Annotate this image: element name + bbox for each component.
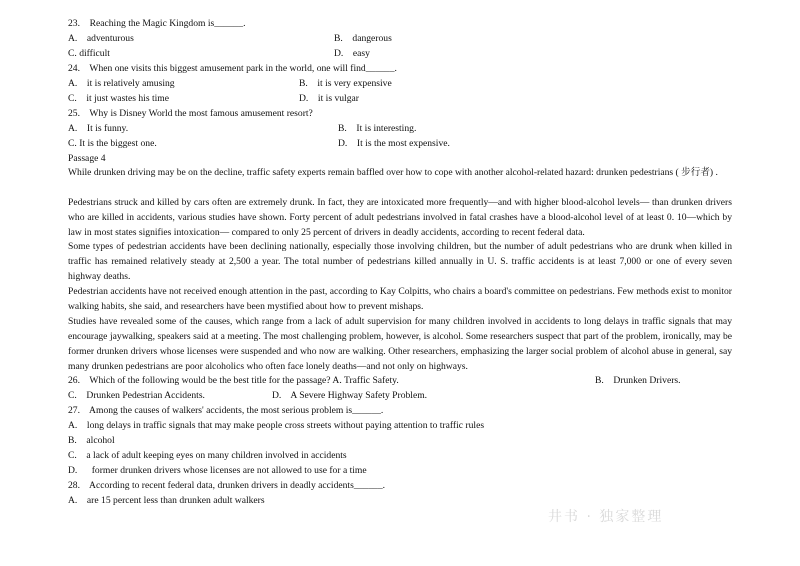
q26-stem: 26. Which of the following would be the best title for the passage? A. Traffic Safety. <box>68 375 399 386</box>
watermark-text: 井书 · 独家整理 <box>548 509 664 525</box>
q25-option-d: D. It is the most expensive. <box>338 138 450 149</box>
q24-option-c: C. it just wastes his time <box>68 93 170 104</box>
q27-option-d: D. former drunken drivers whose licenses are not allowed to use for a time <box>68 465 367 476</box>
q23-option-a: A. adventurous <box>68 33 134 44</box>
q26-option-c: C. Drunken Pedestrian Accidents. <box>68 390 205 401</box>
q24-option-b: B. it is very expensive <box>299 78 392 89</box>
passage-paragraph-2: Pedestrians struck and killed by cars often are extremely drunk. In fact, they are intoxicated more frequently—and with higher blood-alcohol levels— than drunken drivers who are killed in accidents, various studies have shown. Forty percent of adult pedestrians involved in fatal crashes have a blood-alcohol level of at least 0. 10—which by law in most states signifies intoxication— compared to only 25 percent of drivers in deadly accidents, according to recent federal data. <box>68 197 732 238</box>
q26-option-b: B. Drunken Drivers. <box>595 375 681 386</box>
passage-title: Passage 4 <box>68 153 106 164</box>
q27-option-b: B. alcohol <box>68 435 115 446</box>
q28-option-a: A. are 15 percent less than drunken adult walkers <box>68 495 265 506</box>
q26-option-d: D. A Severe Highway Safety Problem. <box>272 390 428 401</box>
q23-stem: 23. Reaching the Magic Kingdom is______. <box>68 18 246 29</box>
q23-option-b: B. dangerous <box>334 33 392 44</box>
q23-option-d: D. easy <box>334 48 370 59</box>
q23-option-c: C. difficult <box>68 48 110 59</box>
q27-option-a: A. long delays in traffic signals that may make people cross streets without paying attention to traffic rules <box>68 420 485 431</box>
q28-stem: 28. According to recent federal data, drunken drivers in deadly accidents______. <box>68 480 386 491</box>
passage-paragraph-3: Some types of pedestrian accidents have been declining nationally, especially those involving children, but the number of adult pedestrians who are drunk when killed in traffic has remained relatively steady at 2,500 a year. The total number of pedestrians killed annually in U. S. traffic accidents is at least 7,000 or one of every seven highway deaths. <box>68 241 732 282</box>
passage-paragraph-5: Studies have revealed some of the causes, which range from a lack of adult supervision for many children involved in accidents to long delays in traffic signals that may encourage jaywalking, speakers said at a meeting. The most challenging problem, however, is alcohol. Some researchers suspect that part of the problem, ironically, may be former drunken drivers whose licenses were suspended and who now are walking. Other researchers, emphasizing the larger social problem of alcohol abuse in general, say many drunken pedestrians are poor alcoholics who often face lonely deaths—and not only on highways. <box>68 316 732 372</box>
q25-option-a: A. It is funny. <box>68 123 129 134</box>
q27-stem: 27. Among the causes of walkers' accidents, the most serious problem is______. <box>68 405 384 416</box>
q24-stem: 24. When one visits this biggest amusement park in the world, one will find______. <box>68 63 397 74</box>
q25-option-c: C. It is the biggest one. <box>68 138 157 149</box>
q25-option-b: B. It is interesting. <box>338 123 417 134</box>
q24-option-a: A. it is relatively amusing <box>68 78 175 89</box>
q25-stem: 25. Why is Disney World the most famous amusement resort? <box>68 108 313 119</box>
q27-option-c: C. a lack of adult keeping eyes on many children involved in accidents <box>68 450 347 461</box>
passage-paragraph-4: Pedestrian accidents have not received enough attention in the past, according to Kay Colpitts, who chairs a board's committee on pedestrians. Few methods exist to monitor walking habits, she said, and researchers have been mystified about how to prevent mishaps. <box>68 286 732 312</box>
q24-option-d: D. it is vulgar <box>299 93 359 104</box>
passage-paragraph-1: While drunken driving may be on the decline, traffic safety experts remain baffled over how to cope with another alcohol-related hazard: drunken pedestrians ( 步行者) . <box>68 167 718 178</box>
